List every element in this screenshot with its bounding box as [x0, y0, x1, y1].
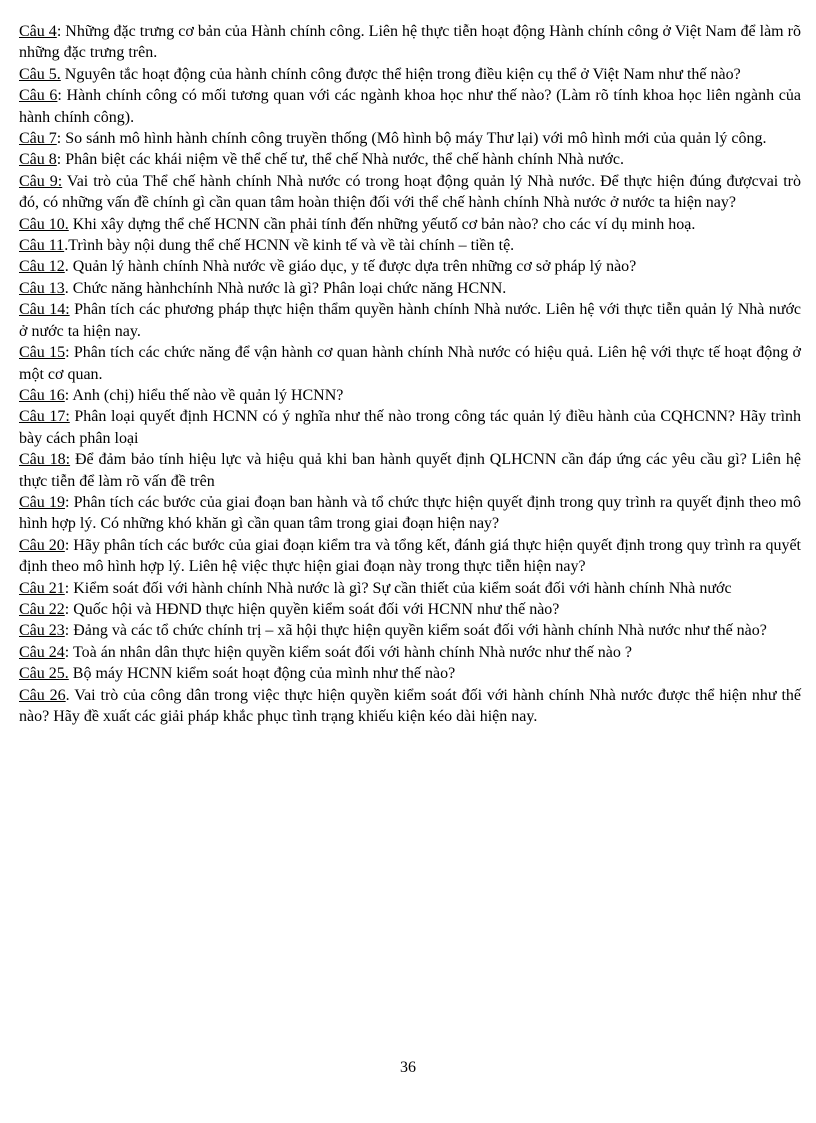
question-text: Toà án nhân dân thực hiện quyền kiểm soát đối với hành chính Nhà nước như thế nào ?	[72, 643, 632, 661]
question-text: Quản lý hành chính Nhà nước về giáo dục, y tế được dựa trên những cơ sở pháp lý nào?	[72, 258, 637, 276]
question-separator: .	[64, 258, 73, 276]
question-separator: :	[64, 493, 74, 511]
question-text: Những đặc trưng cơ bản của Hành chính công. Liên hệ thực tiễn hoạt động Hành chính công ở Việt Nam để làm rõ những đặc trưng trên.	[19, 23, 801, 62]
question-label: Câu 18:	[19, 451, 71, 469]
question-text: Đảng và các tổ chức chính trị – xã hội thực hiện quyền kiểm soát đối với hành chính Nhà nước như thế nào?	[73, 622, 767, 640]
question-label: Câu 8	[19, 151, 57, 169]
question-label: Câu 22	[19, 600, 65, 618]
question-label: Câu 21	[19, 579, 65, 597]
question-label: Câu 14:	[19, 301, 70, 319]
question-text: Vai trò của công dân trong việc thực hiện quyền kiểm soát đối với hành chính Nhà nước được thể hiện như thế nào? Hãy đề xuất các giải pháp khắc phục tình trạng khiếu kiện kéo dài hiện nay.	[19, 686, 801, 725]
question-separator: .	[64, 279, 73, 297]
question-item	[19, 642, 801, 663]
question-item	[19, 214, 801, 235]
question-item	[19, 406, 801, 449]
question-item	[19, 278, 801, 299]
question-text: Phân tích các chức năng để vận hành cơ quan hành chính Nhà nước có hiệu quả. Liên hệ với thực tế hoạt động ở một cơ quan.	[19, 344, 801, 383]
question-text: Phân loại quyết định HCNN có ý nghĩa như thế nào trong công tác quản lý điều hành của CQHCNN? Hãy trình bày cách phân loại	[19, 408, 802, 447]
question-list	[19, 21, 801, 727]
question-separator: :	[64, 536, 74, 554]
question-text: Kiểm soát đối với hành chính Nhà nước là gì? Sự cần thiết của kiểm soát đối với hành chính Nhà nước	[73, 579, 732, 597]
question-separator: :	[65, 344, 74, 362]
question-separator: :	[56, 23, 66, 40]
question-separator: :	[64, 643, 73, 661]
question-item	[19, 535, 801, 578]
question-label: Câu 20	[19, 536, 65, 554]
question-label: Câu 7	[19, 130, 57, 148]
question-item	[19, 64, 801, 85]
question-item	[19, 21, 801, 64]
question-item	[19, 299, 801, 342]
question-item	[19, 685, 801, 728]
question-label: Câu 13	[19, 279, 65, 297]
question-item	[19, 235, 801, 256]
question-separator: :	[64, 600, 74, 618]
question-text: Vai trò của Thể chế hành chính Nhà nước có trong hoạt động quản lý Nhà nước. Để thực hiện đúng đượcvai trò đó, có những vấn đề chính gì cần quan tâm hoàn thiện đối với thể chế hành chính Nhà nước ở nước ta hiện nay?	[19, 172, 802, 212]
question-label: Câu 15	[19, 344, 66, 362]
question-label: Câu 10.	[19, 215, 69, 233]
question-item	[19, 256, 801, 277]
question-text: Bộ máy HCNN kiểm soát hoạt động của mình như thế nào?	[72, 665, 456, 683]
question-label: Câu 17:	[19, 408, 70, 426]
question-item	[19, 149, 801, 170]
question-label: Câu 19	[19, 493, 65, 511]
question-label: Câu 6	[19, 87, 58, 105]
question-text: Để đảm bảo tính hiệu lực và hiệu quả khi ban hành quyết định QLHCNN cần đáp ứng các yêu cầu gì? Liên hệ thực tiễn để làm rõ vấn đề trên	[19, 451, 801, 490]
question-text: So sánh mô hình hành chính công truyền thống (Mô hình bộ máy Thư lại) với mô hình mới của quản lý công.	[65, 130, 767, 148]
question-text: Quốc hội và HĐND thực hiện quyền kiểm soát đối với HCNN như thế nào?	[73, 600, 560, 618]
question-text: Hãy phân tích các bước của giai đoạn kiểm tra và tổng kết, đánh giá thực hiện quyết định trong quy trình ra quyết định theo mô hình hợp lý. Liên hệ việc thực hiện giai đoạn này trong thực tiễn hiện nay?	[19, 536, 801, 576]
question-separator: :	[56, 130, 66, 148]
question-item	[19, 342, 801, 385]
question-text: Phân biệt các khái niệm về thể chế tư, thể chế Nhà nước, thể chế hành chính Nhà nước.	[65, 151, 624, 169]
question-separator: :	[64, 386, 73, 404]
question-item	[19, 492, 801, 535]
question-item	[19, 599, 801, 620]
question-text: Chức năng hànhchính Nhà nước là gì? Phân loại chức năng HCNN.	[72, 279, 507, 297]
question-label: Câu 12	[19, 258, 65, 276]
question-label: Câu 16	[19, 386, 65, 404]
question-item	[19, 385, 801, 406]
question-label: Câu 4	[19, 23, 57, 40]
question-text: Trình bày nội dung thể chế HCNN về kinh tế và về tài chính – tiền tệ.	[68, 237, 515, 255]
question-separator: :	[64, 622, 74, 640]
question-item	[19, 171, 801, 214]
question-item	[19, 449, 801, 492]
question-separator: .	[64, 237, 69, 255]
question-label: Câu 24	[19, 643, 65, 661]
question-text: Nguyên tắc hoạt động của hành chính công được thể hiện trong điều kiện cụ thể ở Việt Nam như thế nào?	[64, 65, 741, 83]
question-label: Câu 25.	[19, 665, 69, 683]
question-separator: .	[65, 686, 75, 704]
question-text: Khi xây dựng thể chế HCNN cần phải tính đến những yếutố cơ bản nào? cho các ví dụ minh hoạ.	[72, 215, 696, 233]
question-text: Hành chính công có mối tương quan với các ngành khoa học như thế nào? (Làm rõ tính khoa học liên ngành của hành chính công).	[19, 87, 801, 126]
question-item	[19, 128, 801, 149]
question-item	[19, 578, 801, 599]
question-label: Câu 5.	[19, 65, 61, 83]
question-item	[19, 663, 801, 684]
page-number: 36	[400, 1059, 416, 1076]
question-text: Phân tích các bước của giai đoạn ban hành và tổ chức thực hiện quyết định trong quy trình ra quyết định theo mô hình hợp lý. Có những khó khăn gì cần quan tâm trong giai đoạn hiện nay?	[19, 493, 802, 533]
question-separator: :	[56, 151, 66, 169]
question-separator: :	[64, 579, 74, 597]
question-label: Câu 23	[19, 622, 65, 640]
question-text: Phân tích các phương pháp thực hiện thẩm quyền hành chính Nhà nước. Liên hệ với thực tiễn quản lý Nhà nước ở nước ta hiện nay.	[19, 301, 802, 340]
question-label: Câu 9:	[19, 172, 63, 190]
question-text: Anh (chị) hiểu thế nào về quản lý HCNN?	[72, 386, 344, 404]
question-label: Câu 26	[19, 686, 66, 704]
question-separator: :	[57, 87, 67, 105]
question-item	[19, 620, 801, 641]
question-label: Câu 11	[19, 237, 65, 255]
question-item	[19, 85, 801, 128]
